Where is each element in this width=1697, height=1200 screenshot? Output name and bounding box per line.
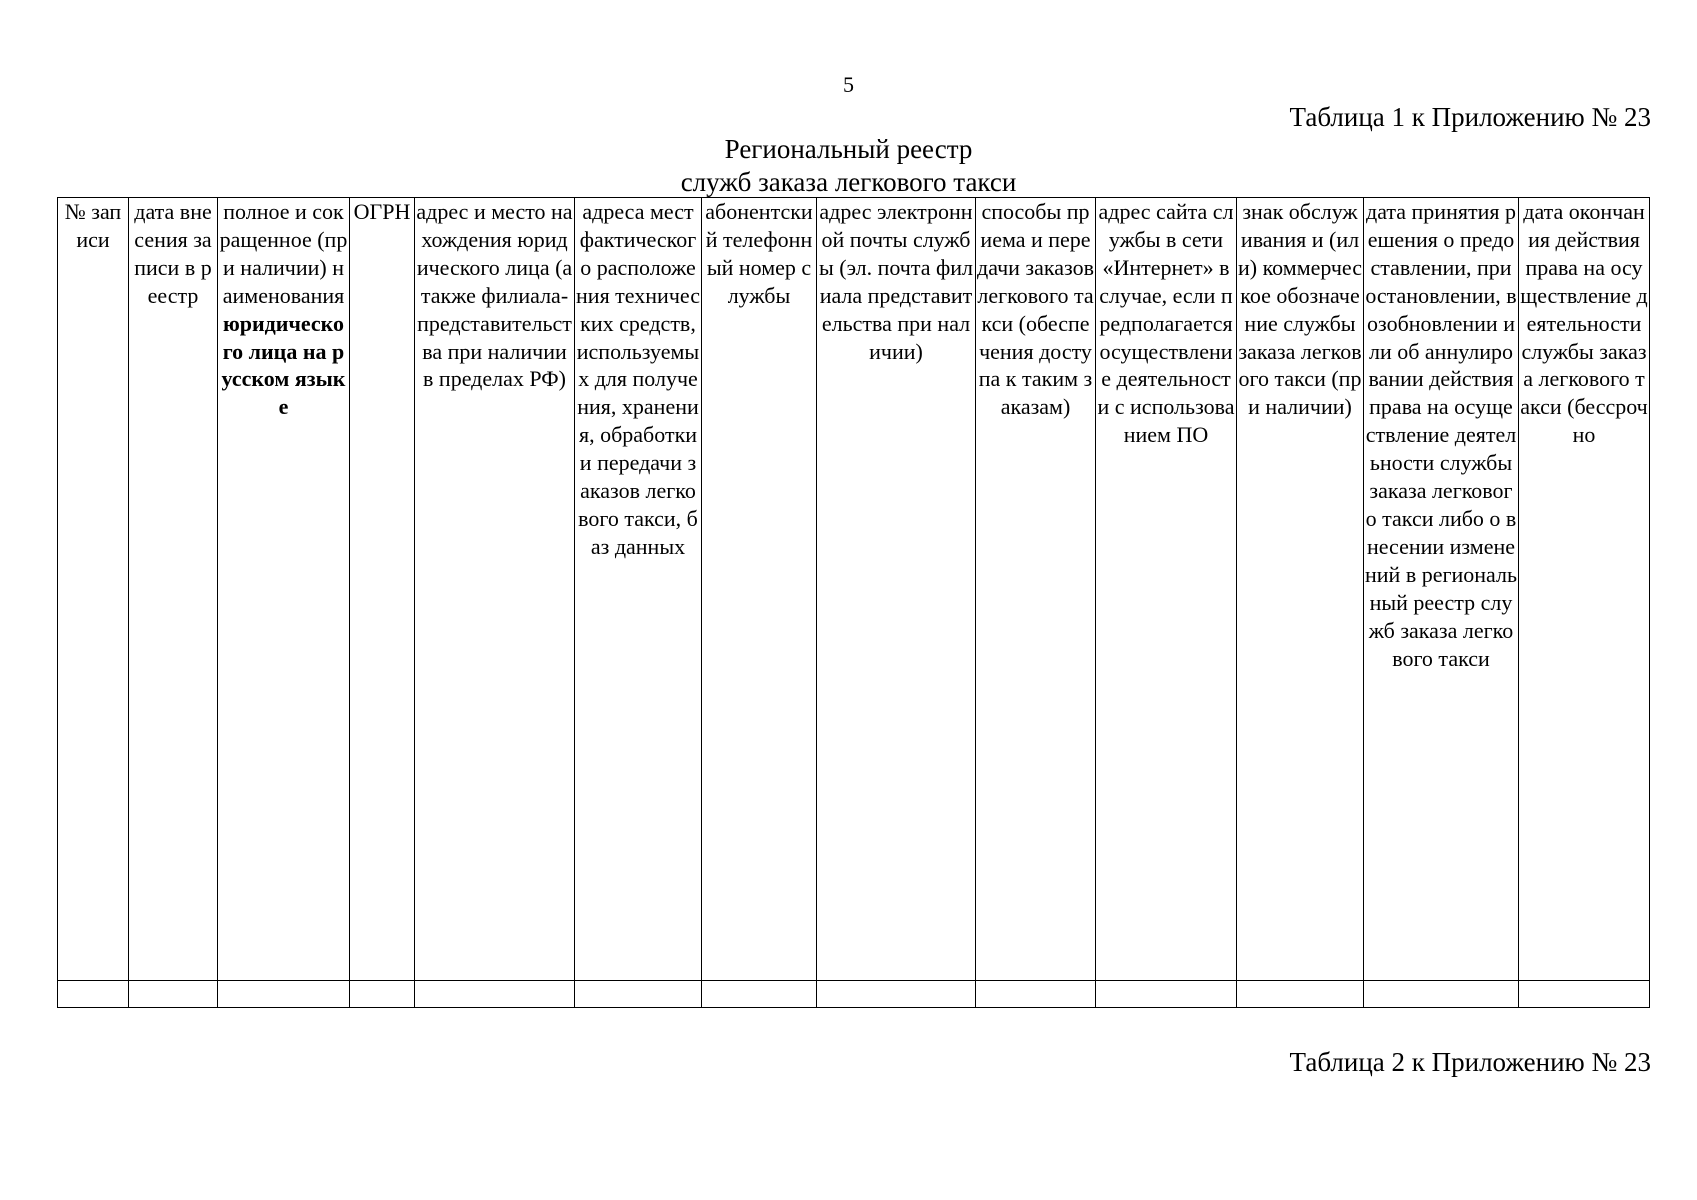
table1-title-line1: Региональный реестр: [724, 134, 973, 164]
table-cell: [1096, 981, 1237, 1008]
header-cell-decision-date: дата принятия решения о предоставлении, приостановлении, возобновлении или об аннулировании действия права на осуществление деятельности службы заказа легкового такси либо о внесении изменений в региональный реестр служб заказа легкового такси: [1364, 198, 1519, 981]
header-cell-phone: абонентский телефонный номер службы: [702, 198, 817, 981]
header-cell-expiry-date: дата окончания действия права на осуществление деятельности службы заказа легкового такси (бессрочно: [1519, 198, 1650, 981]
table2-caption: Таблица 2 к Приложению № 23: [1289, 1047, 1651, 1077]
header-cell-email: адрес электронной почты службы (эл. почта филиала представительства при наличии): [817, 198, 976, 981]
table-row: [58, 981, 1650, 1008]
page-number: 5: [843, 72, 854, 97]
header-cell-website: адрес сайта службы в сети «Интернет» в случае, если предполагается осуществление деятельности с использованием ПО: [1096, 198, 1237, 981]
table-cell: [58, 981, 129, 1008]
table1-title-line2: служб заказа легкового такси: [680, 167, 1017, 197]
table-cell: [1519, 981, 1650, 1008]
table-cell: [415, 981, 575, 1008]
header-cell-name: [218, 198, 350, 981]
header-cell-record-number: № записи: [58, 198, 129, 981]
header-cell-entry-date: дата внесения записи в реестр: [129, 198, 218, 981]
table-cell: [817, 981, 976, 1008]
header-name-bold-text: юридического лица на русском языке: [221, 310, 346, 420]
table-cell: [575, 981, 702, 1008]
header-name-text: полное и сокращенное (при наличии) наименования: [219, 199, 348, 308]
header-cell-legal-address: адрес и место нахождения юридического лица (а также филиала-представительства при наличии в пределах РФ): [415, 198, 575, 981]
header-cell-ogrn: ОГРН: [350, 198, 415, 981]
table1-title: [0, 133, 1697, 199]
table-header-row: [58, 198, 1650, 981]
table-cell: [1364, 981, 1519, 1008]
table-cell: [129, 981, 218, 1008]
registry-table: [57, 197, 1650, 1008]
table1-caption: Таблица 1 к Приложению № 23: [1289, 102, 1651, 132]
header-cell-order-methods: способы приема и передачи заказов легкового такси (обеспечения доступа к таким заказам): [976, 198, 1096, 981]
header-cell-trademark: знак обслуживания и (или) коммерческое обозначение службы заказа легкового такси (при наличии): [1237, 198, 1364, 981]
table-cell: [702, 981, 817, 1008]
table-cell: [976, 981, 1096, 1008]
table-cell: [1237, 981, 1364, 1008]
table-cell: [350, 981, 415, 1008]
header-cell-equipment-addresses: адреса мест фактического расположения технических средств, используемых для получения, хранения, обработки и передачи заказов легкового такси, баз данных: [575, 198, 702, 981]
table-cell: [218, 981, 350, 1008]
